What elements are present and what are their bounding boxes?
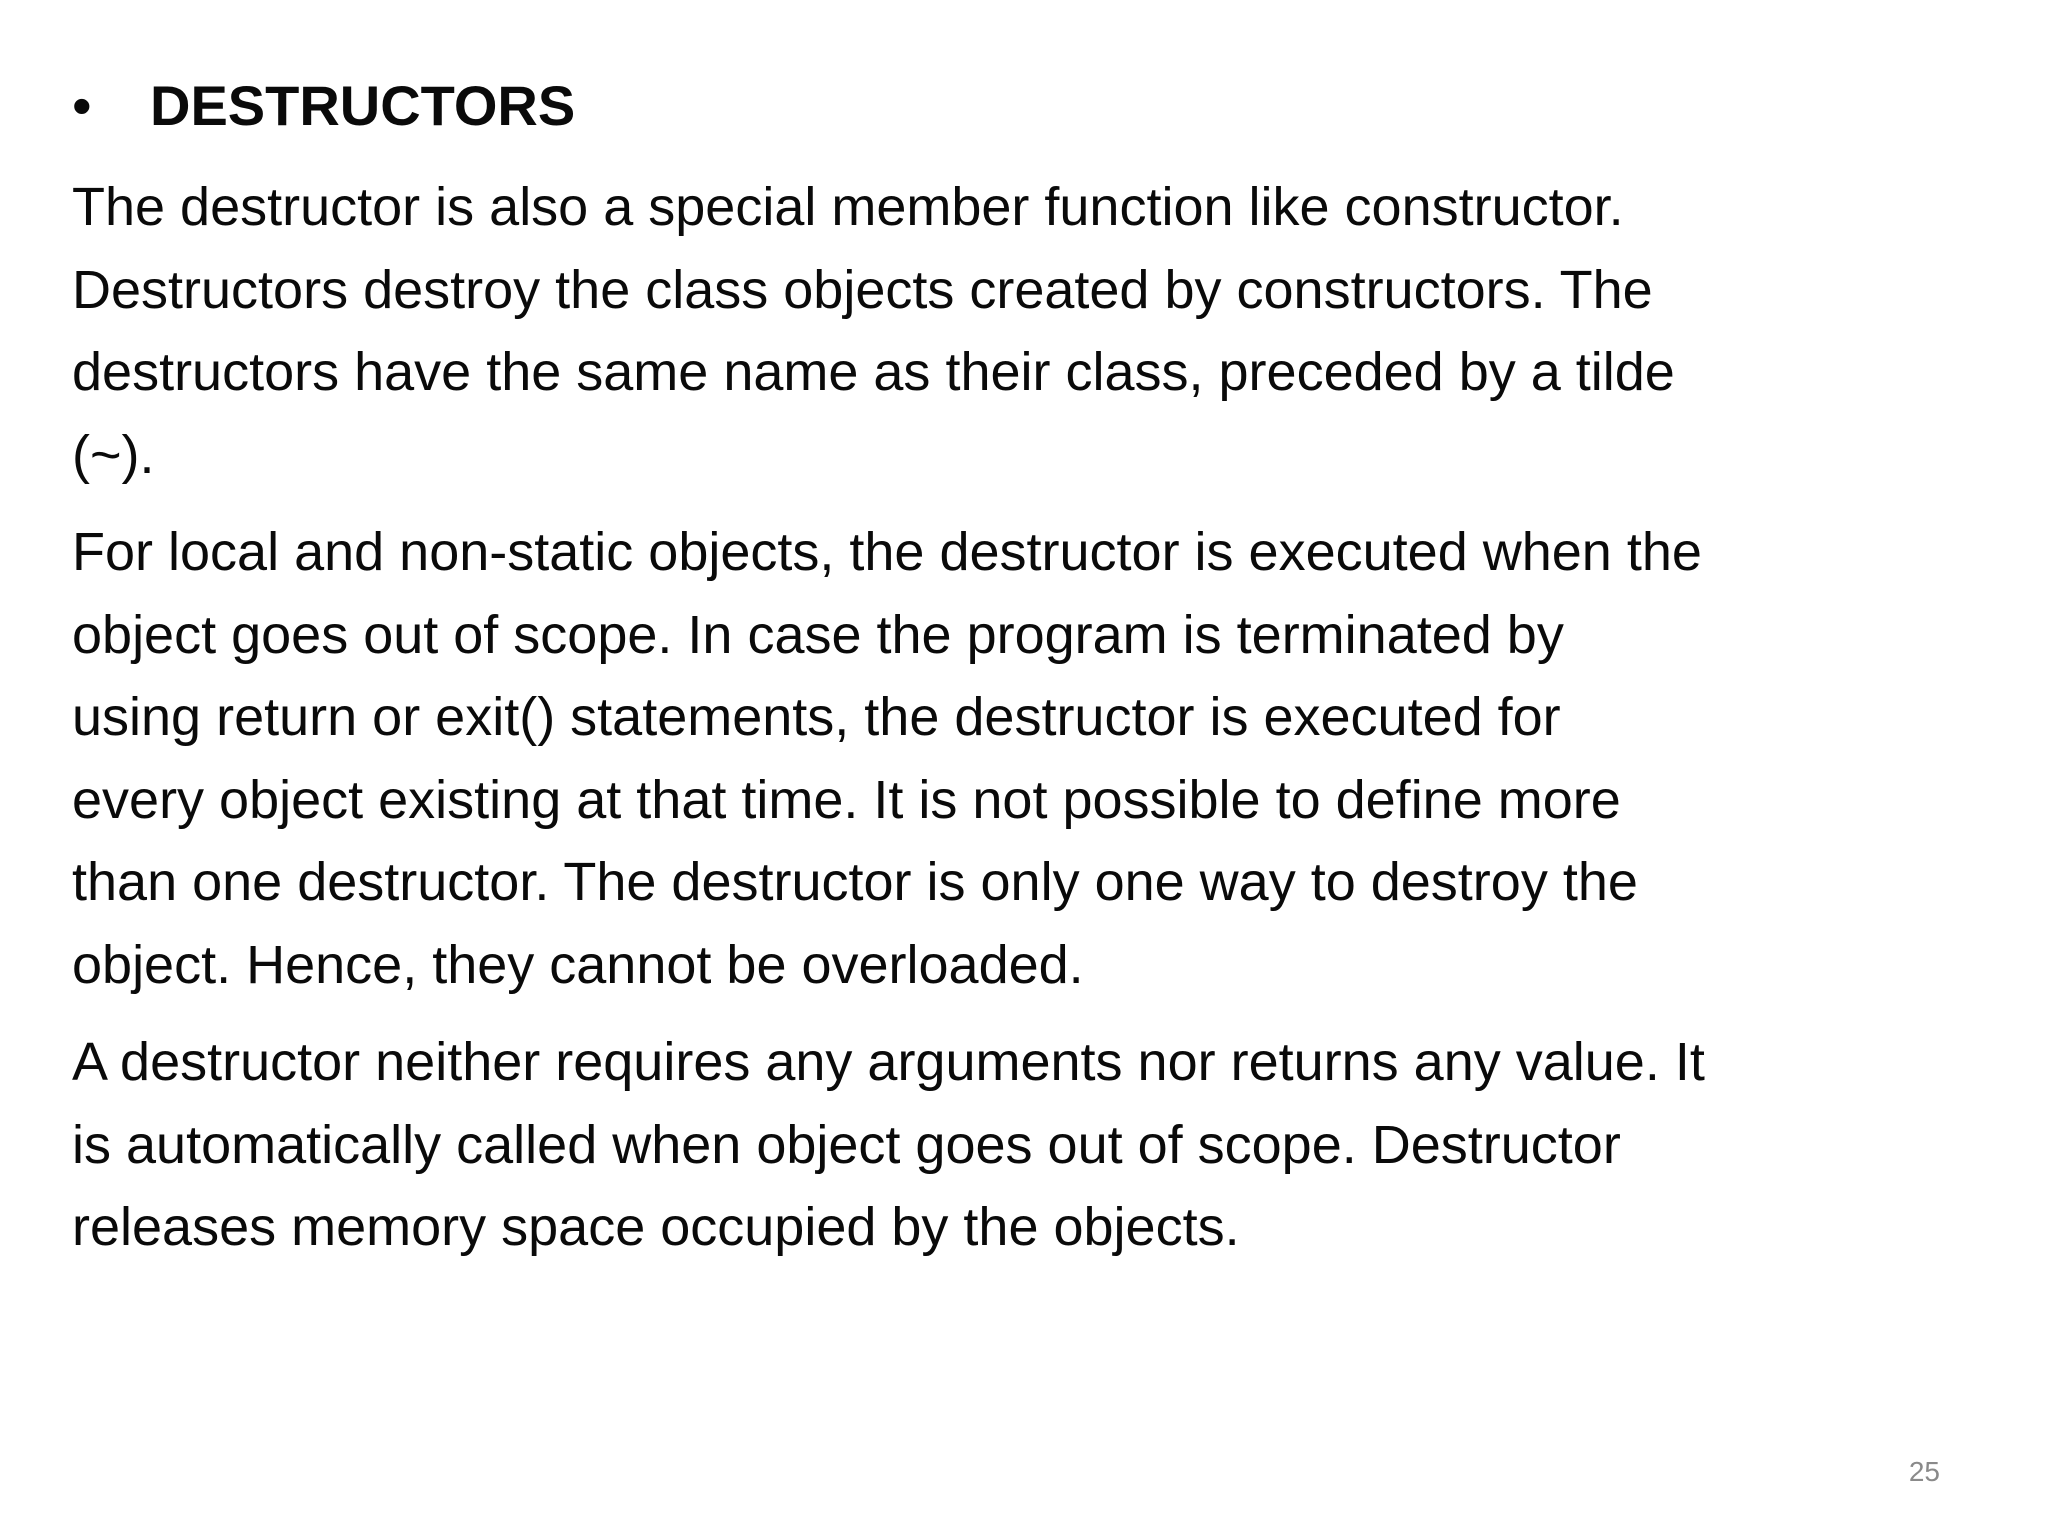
bullet-icon: •: [72, 74, 92, 137]
slide-heading: [72, 68, 575, 144]
text-line: Destructors destroy the class objects created by constructors. The: [72, 259, 1653, 320]
text-line: using return or exit() statements, the destructor is executed for: [72, 687, 1561, 747]
text-line: The destructor is also a special member function like constructor.: [72, 177, 1624, 237]
paragraph-definition: [72, 166, 2012, 496]
text-line: than one destructor. The destructor is only one way to destroy the: [72, 852, 1638, 912]
text-line: object goes out of scope. In case the program is terminated by: [72, 604, 1564, 665]
slide-number: 25: [1908, 1456, 1940, 1487]
slide-body: [72, 166, 2012, 1284]
heading-text: DESTRUCTORS: [150, 74, 576, 137]
text-line: releases memory space occupied by the objects.: [72, 1197, 1240, 1257]
text-line: A destructor neither requires any arguments nor returns any value. It: [72, 1032, 1705, 1092]
paragraph-execution: [72, 511, 2012, 1006]
text-line: destructors have the same name as their class, preceded by a tilde: [72, 342, 1675, 402]
text-line: is automatically called when object goes out of scope. Destructor: [72, 1114, 1621, 1175]
text-line: (~).: [72, 424, 155, 485]
text-line: every object existing at that time. It is not possible to define more: [72, 769, 1621, 830]
paragraph-arguments: [72, 1021, 2012, 1269]
text-line: object. Hence, they cannot be overloaded.: [72, 934, 1084, 995]
text-line: For local and non-static objects, the destructor is executed when the: [72, 522, 1702, 582]
